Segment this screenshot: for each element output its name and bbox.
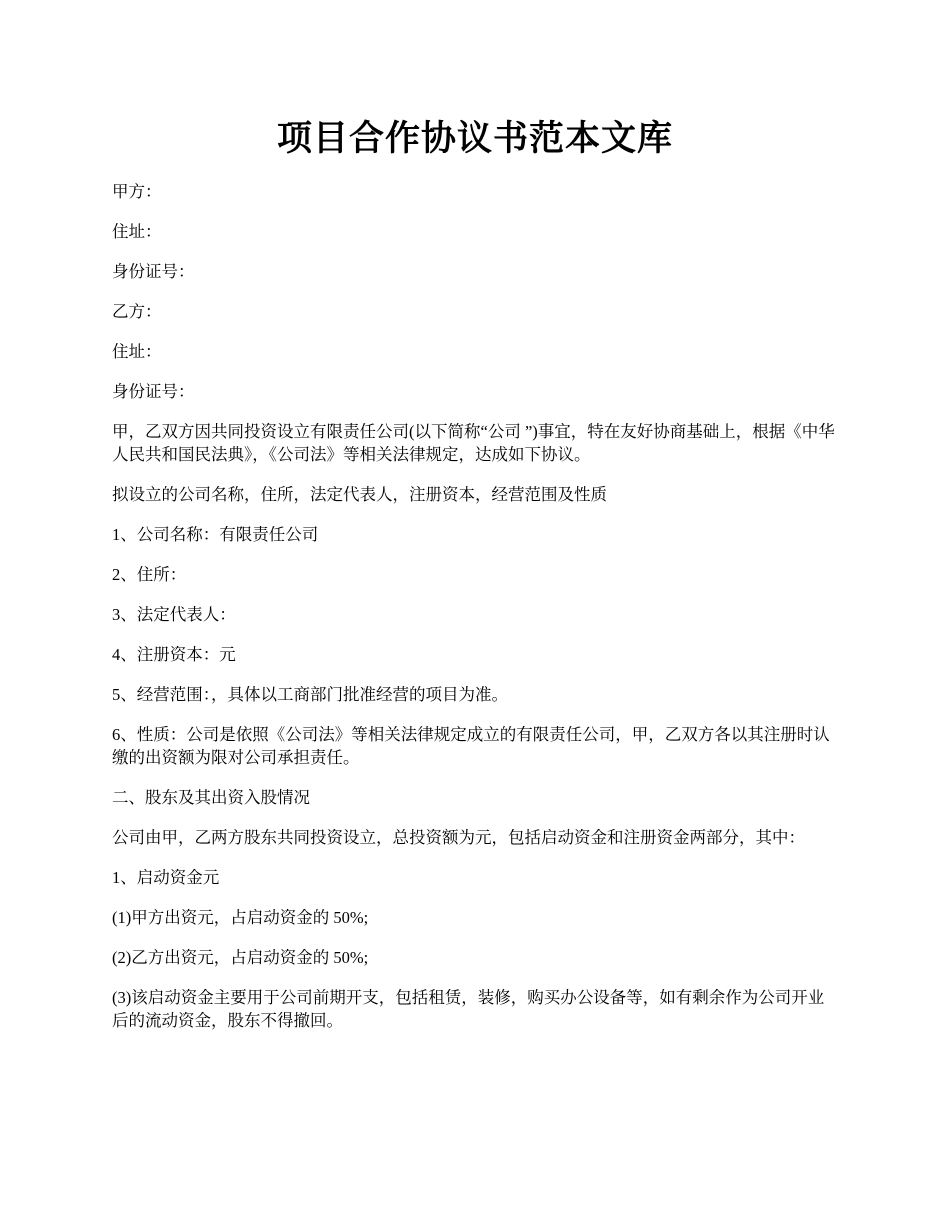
clause-party-a-contribution: (1)甲方出资元，占启动资金的 50%;	[112, 908, 369, 927]
clause-nature: 6、性质：公司是依照《公司法》等相关法律规定成立的有限责任公司，甲，乙双方各以其注册时认缴的出资额为限对公司承担责任。	[112, 725, 830, 767]
section-shareholders-heading: 二、股东及其出资入股情况	[112, 788, 310, 807]
party-a-label: 甲方：	[112, 182, 162, 201]
party-b-id-number: 身份证号：	[112, 382, 195, 401]
document-title: 项目合作协议书范本文库	[276, 118, 673, 159]
section-company-info-heading: 拟设立的公司名称，住所，法定代表人，注册资本，经营范围及性质	[112, 485, 607, 504]
party-b-label: 乙方：	[112, 302, 162, 321]
party-a-id-number: 身份证号：	[112, 262, 195, 281]
investment-paragraph: 公司由甲，乙两方股东共同投资设立，总投资额为元，包括启动资金和注册资金两部分，其中：	[112, 828, 805, 847]
party-b-address: 住址：	[112, 342, 162, 361]
party-a-address: 住址：	[112, 222, 162, 241]
preamble-paragraph: 甲，乙双方因共同投资设立有限责任公司(以下简称“公司 ”)事宜，特在友好协商基础上，根据《中华人民共和国民法典》，《公司法》等相关法律规定，达成如下协议。	[112, 422, 835, 464]
clause-startup-funds: 1、启动资金元	[112, 868, 220, 887]
clause-company-name: 1、公司名称：有限责任公司	[112, 525, 319, 544]
clause-residence: 2、住所：	[112, 565, 187, 584]
clause-registered-capital: 4、注册资本：元	[112, 645, 236, 664]
clause-legal-representative: 3、法定代表人：	[112, 605, 236, 624]
clause-party-b-contribution: (2)乙方出资元，占启动资金的 50%;	[112, 948, 369, 967]
clause-startup-funds-usage: (3)该启动资金主要用于公司前期开支，包括租赁，装修，购买办公设备等，如有剩余作为公司开业后的流动资金，股东不得撤回。	[112, 988, 825, 1030]
clause-business-scope: 5、经营范围：，具体以工商部门批准经营的项目为准。	[112, 685, 508, 704]
document-body	[112, 180, 838, 1032]
